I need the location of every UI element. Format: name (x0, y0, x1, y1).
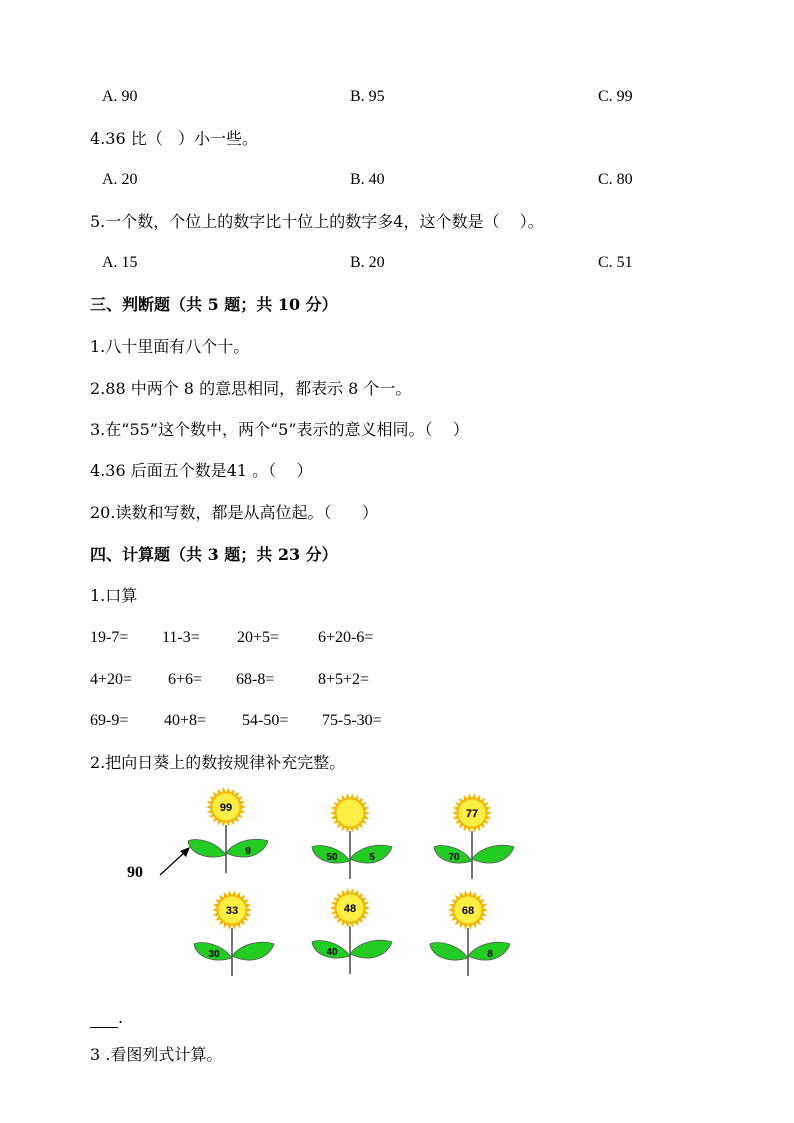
leaf-right (472, 845, 514, 863)
leaf-left (188, 840, 226, 858)
sunflower-question: 2.把向日葵上的数按规律补充完整。 (90, 753, 346, 772)
head-number: 99 (219, 802, 233, 814)
left-leaf-number: 40 (326, 947, 338, 958)
blank-tail: . (118, 1008, 124, 1027)
head-number: 77 (465, 808, 479, 820)
judge-item-5: 20.读数和写数，都是从高位起。（ ） (90, 503, 378, 522)
sunflower-center (336, 799, 364, 827)
calc-item: 69-9= (90, 712, 129, 729)
calc-item: 40+8= (164, 712, 207, 729)
left-leaf-number: 70 (448, 852, 460, 863)
q3-option-b: B. 95 (350, 88, 385, 105)
right-leaf-number: 5 (369, 852, 375, 863)
oral-calc-label: 1.口算 (90, 586, 138, 605)
arrow (160, 847, 190, 875)
q4-option-b: B. 40 (350, 171, 385, 188)
q5-stem: 5.一个数，个位上的数字比十位上的数字多4，这个数是（ ）。 (90, 212, 544, 231)
q4-option-a: A. 20 (102, 171, 138, 188)
calc-item: 8+5+2= (318, 671, 370, 688)
sunflower (188, 787, 268, 873)
section4-title: 四、计算题（共 3 题；共 23 分） (90, 545, 338, 564)
head-number: 48 (343, 903, 357, 915)
arrow-label: 90 (127, 864, 143, 881)
calc-item: 20+5= (237, 629, 280, 646)
q4-stem: 4.36 比（ ）小一些。 (90, 129, 258, 148)
calc-item: 11-3= (162, 629, 200, 646)
section3-title: 三、判断题（共 5 题；共 10 分） (90, 295, 338, 314)
calc-item: 4+20= (90, 671, 133, 688)
head-number: 68 (461, 905, 475, 917)
sunflower (312, 793, 392, 879)
judge-item-2: 2.88 中两个 8 的意思相同，都表示 8 个一。 (90, 379, 412, 398)
q5-option-c: C. 51 (598, 254, 633, 271)
sunflower (434, 793, 514, 879)
q3-option-c: C. 99 (598, 88, 633, 105)
picture-calc-question: 3 .看图列式计算。 (90, 1045, 223, 1064)
blank-underline (90, 1013, 118, 1028)
sunflower (194, 890, 274, 976)
sunflower-illustration (120, 785, 540, 980)
sunflower (312, 888, 392, 974)
leaf-left (430, 943, 468, 961)
calc-item: 54-50= (242, 712, 289, 729)
calc-item: 6+20-6= (318, 629, 374, 646)
right-leaf-number: 9 (245, 846, 251, 857)
judge-item-3: 3.在“55”这个数中，两个“5”表示的意义相同。（ ） (90, 420, 469, 439)
judge-item-1: 1.八十里面有八个十。 (90, 337, 250, 356)
calc-item: 19-7= (90, 629, 129, 646)
leaf-right (232, 942, 274, 960)
leaf-right (350, 940, 392, 958)
q3-option-a: A. 90 (102, 88, 138, 105)
q4-option-c: C. 80 (598, 171, 633, 188)
left-leaf-number: 50 (326, 852, 338, 863)
calc-item: 75-5-30= (322, 712, 382, 729)
sunflower (430, 890, 510, 976)
q5-option-a: A. 15 (102, 254, 138, 271)
calc-item: 6+6= (168, 671, 203, 688)
right-leaf-number: 8 (487, 949, 493, 960)
q5-option-b: B. 20 (350, 254, 385, 271)
calc-item: 68-8= (236, 671, 275, 688)
answer-blank (90, 1008, 123, 1028)
judge-item-4: 4.36 后面五个数是41 。（ ） (90, 461, 313, 480)
left-leaf-number: 30 (208, 949, 220, 960)
head-number: 33 (225, 905, 239, 917)
